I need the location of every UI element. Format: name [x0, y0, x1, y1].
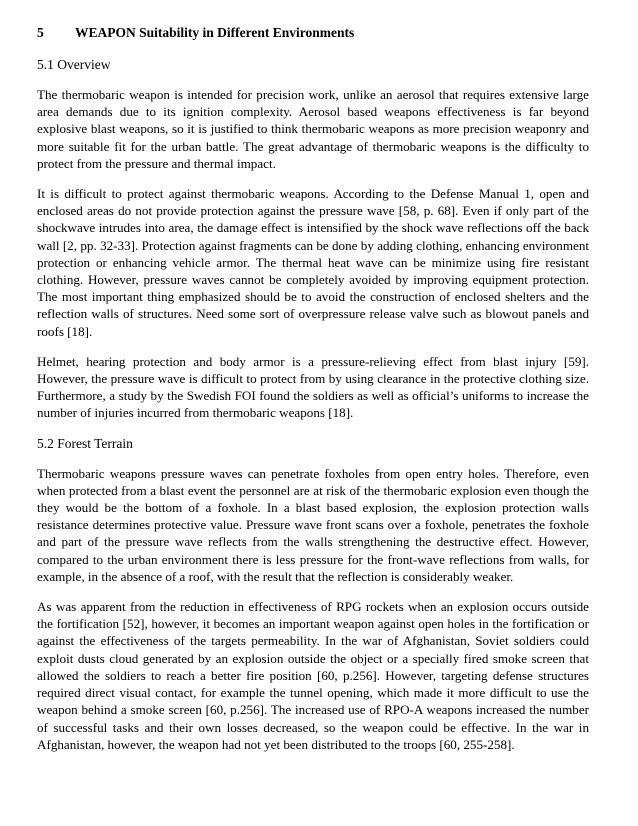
paragraph: As was apparent from the reduction in effectiveness of RPG rockets when an explosion occurs outside the fortification [52], however, it becomes an important weapon against open holes in the fortification or against the effectiveness of the targets permeability. In the war of Afghanistan, Soviet soldiers could exploit dusts cloud generated by an explosion outside the object or a specially fired smoke screen that allowed the soldiers to reach a better fire position [60, p.256]. However, targeting defense structures required direct visual contact, for example the tunnel opening, which made it more difficult to use the weapon behind a smoke screen [60, p.256]. The increased use of RPO-A weapons increased the number of successful tasks and their own losses decreased, so the weapon could be effective. In the war in Afghanistan, however, the weapon had not yet been distributed to the troops [60, 255-258].	[37, 599, 589, 752]
paragraph: The thermobaric weapon is intended for precision work, unlike an aerosol that requires extensive large area demands due to its ignition complexity. Aerosol based weapons effectiveness is far beyond explosive blast weapons, so it is justified to think thermobaric weapons as more precision weaponry and more suitable fit for the urban battle. The great advantage of thermobaric weapons is the difficulty to protect from the pressure and thermal impact.	[37, 87, 589, 171]
section-heading-forest-terrain: 5.2 Forest Terrain	[37, 435, 133, 451]
paragraph: It is difficult to protect against thermobaric weapons. According to the Defense Manual 1, open and enclosed areas do not provide protection against the pressure wave [58, p. 68]. Even if only part of the shockwave intrudes into area, the damage effect is intensified by the shock wave reflections off the back wall [2, pp. 32-33]. Protection against fragments can be done by adding clothing, enhancing environment protection or enhancing vehicle armor. The thermal heat wave can be minimize using fire resistant clothing. However, pressure waves cannot be completely avoided by improving equipment protection. The most important thing emphasized should be to avoid the construction of enclosed shelters and the reflection walls of structures. Need some sort of overpressure release valve such as blowout panels and roofs [18].	[37, 186, 589, 339]
paragraph: Thermobaric weapons pressure waves can penetrate foxholes from open entry holes. Therefore, even when protected from a blast event the personnel are at risk of the thermobaric explosion even though the they would be the bottom of a foxhole. In a blast based explosion, the explosion protection walls resistance determines protective value. Pressure wave front scans over a foxhole, penetrates the foxhole and part of the pressure wave reflects from the walls strengthening the destructive effect. However, compared to the urban environment there is less pressure for the front-wave reflections from walls, for example, in the absence of a roof, with the result that the reflection is considerably weaker.	[37, 465, 589, 584]
paragraph: Helmet, hearing protection and body armor is a pressure-relieving effect from blast injury [59]. However, the pressure wave is difficult to protect from by using clearance in the protective clothing size. Furthermore, a study by the Swedish FOI found the soldiers as well as official’s uniforms to increase the number of injuries incurred from thermobaric weapons [18].	[37, 353, 589, 421]
document-page	[37, 24, 589, 766]
chapter-title: WEAPON Suitability in Different Environments	[75, 25, 355, 40]
chapter-heading	[37, 24, 589, 42]
section-heading-overview: 5.1 Overview	[37, 57, 111, 72]
chapter-number: 5	[37, 25, 44, 40]
